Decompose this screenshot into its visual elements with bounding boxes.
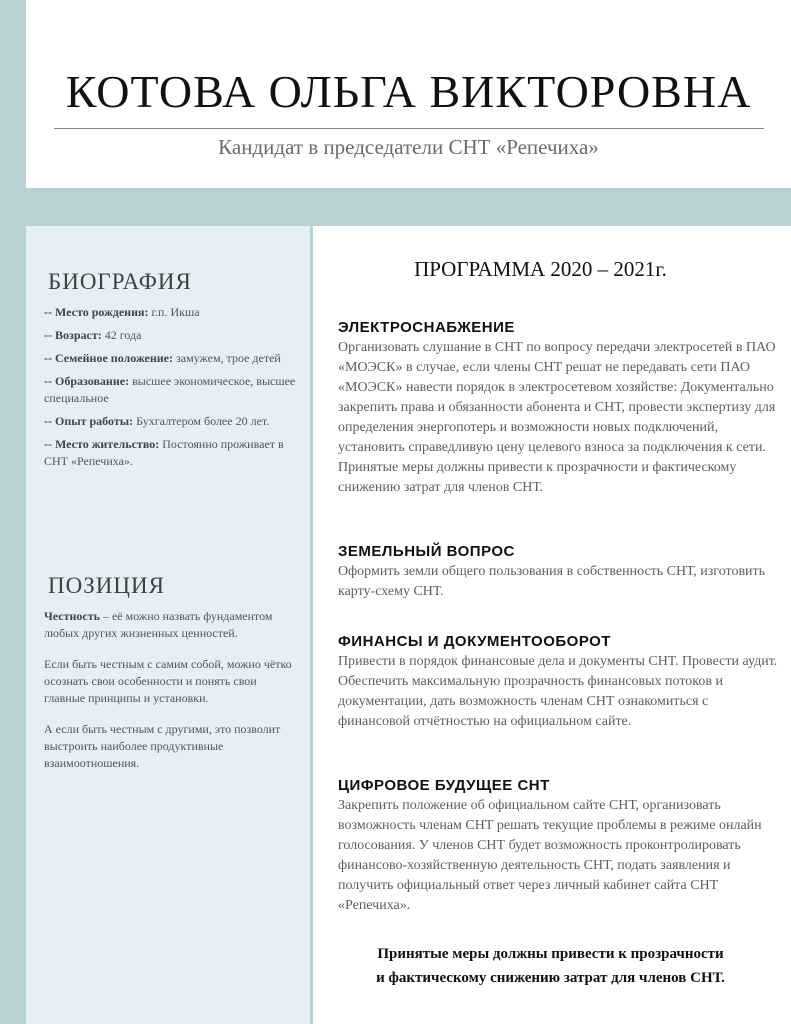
bio-item-residence: -- Место жительство: Постоянно проживает в СНТ «Репечиха». [44,437,284,468]
biography-title: БИОГРАФИЯ [48,269,192,294]
left-column [26,226,310,1024]
candidate-name: КОТОВА ОЛЬГА ВИКТОРОВНА [65,66,752,117]
section-text: Закрепить положение об официальном сайте СНТ, организовать возможность членам СНТ решать текущие проблемы в режиме онлайн голосования. У членов СНТ будет возможность проконтролировать финансово-хозяйственную деятельность СНТ, подать заявления и получить официальный ответ через личный кабинет сайта СНТ «Репечиха». [338,798,762,913]
program-section-finance [338,632,778,732]
section-heading: ЭЛЕКТРОСНАБЖЕНИЕ [338,319,515,336]
position-paragraph-2: Если быть честным с самим собой, можно чётко осознать свои особенности и понять свои главные принципы и установки. [44,657,292,705]
program-section-electricity [338,318,778,498]
bio-item-age: -- Возраст: 42 года [44,328,142,342]
position-text [44,608,300,786]
position-title: ПОЗИЦИЯ [48,573,165,598]
candidate-subtitle: Кандидат в председатели СНТ «Репечиха» [218,135,599,159]
section-text: Организовать слушание в СНТ по вопросу передачи электросетей в ПАО «МОЭСК» в случае, если члены СНТ решат не передавать сети ПАО «МОЭСК» навести порядок в электросетевом хозяйстве: Документально закрепить права и обязанности абонента и СНТ, провести экспертизу для определения энергопотерь и возможности новых подключений, установить справедливую цену целевого взноса за подключения к сети. Принятые меры должны привести к прозрачности и фактическому снижению затрат для членов СНТ. [338,340,776,495]
bio-item-birthplace: -- Место рождения: г.п. Икша [44,305,200,319]
program-section-digital [338,776,778,916]
header [26,0,791,188]
position-paragraph-1: Честность – её можно назвать фундаментом любых других жизненных ценностей. [44,609,273,640]
bio-item-experience: -- Опыт работы: Бухгалтером более 20 лет. [44,414,270,428]
biography-list [44,304,304,476]
section-text: Привести в порядок финансовые дела и документы СНТ. Провести аудит. Обеспечить максимальную прозрачность финансовых потоков и документации, дать возможность членам СНТ ознакомиться с финансовой отчётностью на официальном сайте. [338,654,778,729]
program-section-land [338,542,778,602]
bio-item-family: -- Семейное положение: замужем, трое детей [44,351,281,365]
section-text: Оформить земли общего пользования в собственность СНТ, изготовить карту-схему СНТ. [338,564,766,599]
position-paragraph-3: А если быть честным с другими, это позволит выстроить наиболее продуктивные взаимоотношения. [44,722,281,770]
bio-item-education: -- Образование: высшее экономическое, высшее специальное [44,374,296,405]
section-heading: ЦИФРОВОЕ БУДУЩЕЕ СНТ [338,777,550,794]
header-divider [54,128,764,129]
right-column [313,226,791,1024]
program-title: ПРОГРАММА 2020 – 2021г. [414,257,667,281]
section-heading: ЗЕМЕЛЬНЫЙ ВОПРОС [338,543,515,560]
section-heading: ФИНАНСЫ И ДОКУМЕНТООБОРОТ [338,633,611,650]
program-conclusion: Принятые меры должны привести к прозрачности и фактическому снижению затрат для членов СНТ. [376,946,725,986]
